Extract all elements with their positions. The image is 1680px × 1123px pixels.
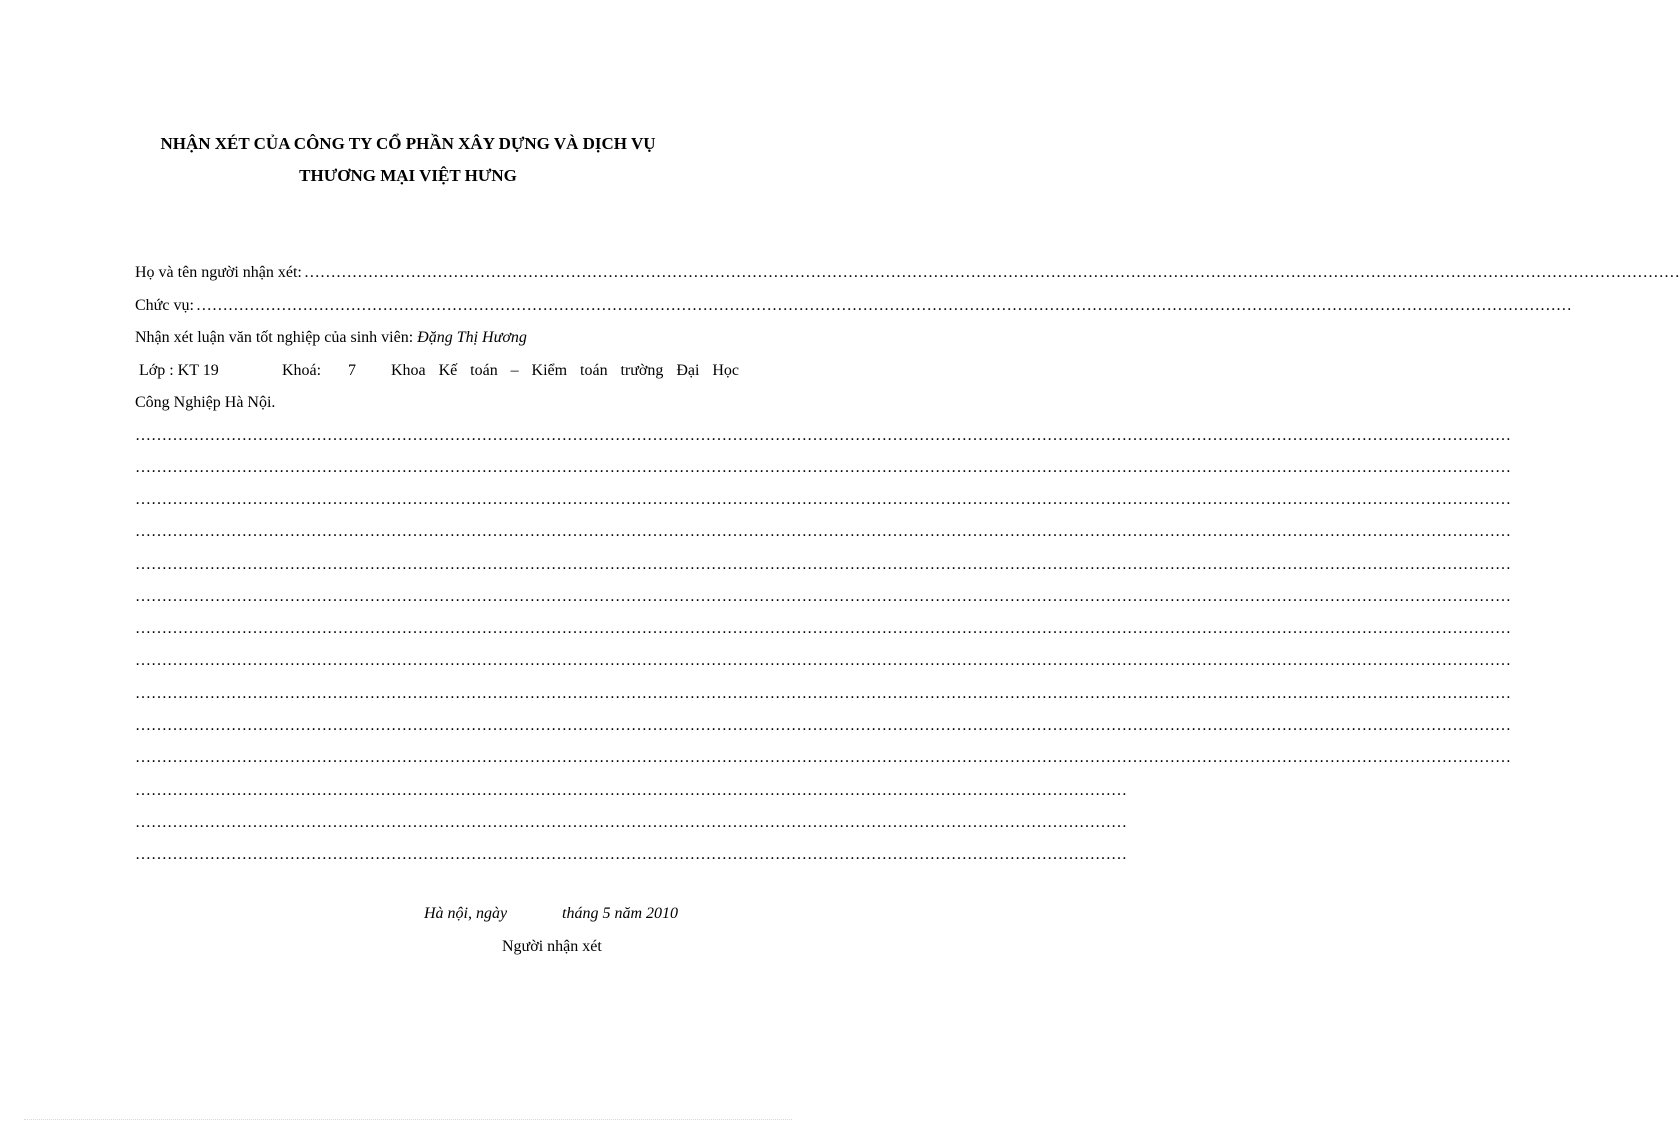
comment-line bbox=[135, 649, 1511, 673]
comment-line bbox=[135, 843, 1127, 867]
comment-dots: …………………………………………………………………………………………………………………………………………………………………………………………………………………………………… bbox=[135, 427, 1511, 444]
class-label: Lớp : KT 19 bbox=[139, 362, 219, 379]
faculty-text: Khoa Kế toán – Kiểm toán trường Đại Học bbox=[391, 362, 739, 379]
comment-dots: …………………………………………………………………………………………………………………………………………………………………………………………………………………………………… bbox=[135, 556, 1511, 573]
comment-line bbox=[135, 553, 1511, 577]
comment-line bbox=[135, 456, 1511, 480]
comment-line bbox=[135, 617, 1511, 641]
reviewer-name-label: Họ và tên người nhận xét: bbox=[135, 261, 304, 285]
thesis-line bbox=[135, 326, 735, 350]
comment-line bbox=[135, 488, 1511, 512]
comment-line bbox=[135, 585, 1511, 609]
comment-line bbox=[135, 779, 1127, 803]
comment-dots: …………………………………………………………………………………………………………………………………………………………………… bbox=[135, 846, 1127, 863]
document-title-line-1: NHẬN XÉT CỦA CÔNG TY CỔ PHẦN XÂY DỰNG VÀ DỊCH VỤ bbox=[160, 134, 656, 153]
course-value: 7 bbox=[348, 362, 356, 379]
position-line bbox=[135, 294, 1572, 318]
comment-line bbox=[135, 520, 1511, 544]
comment-line bbox=[135, 682, 1511, 706]
comment-line bbox=[135, 714, 1511, 738]
comment-line bbox=[135, 424, 1511, 448]
comment-dots: …………………………………………………………………………………………………………………………………………………………………………………………………………………………………… bbox=[135, 491, 1511, 508]
thesis-label: Nhận xét luận văn tốt nghiệp của sinh viên: bbox=[135, 329, 418, 346]
document-title-line-2: THƯƠNG MẠI VIỆT HƯNG bbox=[299, 166, 517, 185]
signature-month-year: tháng 5 năm 2010 bbox=[562, 905, 678, 922]
comment-dots: …………………………………………………………………………………………………………………………………………………………………… bbox=[135, 814, 1127, 831]
comment-dots: …………………………………………………………………………………………………………………………………………………………………………………………………………………………………… bbox=[135, 685, 1511, 702]
course-label: Khoá: bbox=[282, 362, 322, 379]
comment-dots: …………………………………………………………………………………………………………………………………………………………………………………………………………………………………… bbox=[135, 652, 1511, 669]
signer-label: Người nhận xét bbox=[502, 938, 602, 955]
comment-line bbox=[135, 811, 1127, 835]
class-line bbox=[135, 359, 739, 383]
comment-dots: …………………………………………………………………………………………………………………………………………………………………………………………………………………………………… bbox=[135, 523, 1511, 540]
comment-line bbox=[135, 746, 1511, 770]
university-line: Công Nghiệp Hà Nội. bbox=[135, 394, 276, 411]
comment-dots: …………………………………………………………………………………………………………………………………………………………………………………………………………………………………… bbox=[135, 749, 1511, 766]
student-name: Đặng Thị Hương bbox=[417, 329, 527, 346]
comment-dots: …………………………………………………………………………………………………………………………………………………………………………………………………………………………………… bbox=[135, 588, 1511, 605]
reviewer-name-dots: …………………………………………………………………………………………………………………………………………………………………………………………………………………………………… bbox=[303, 264, 1680, 281]
position-label: Chức vụ: bbox=[135, 294, 196, 318]
reviewer-name-line bbox=[135, 261, 1680, 285]
position-dots: …………………………………………………………………………………………………………………………………………………………………………………………………………………………………… bbox=[195, 297, 1572, 314]
comment-dots: …………………………………………………………………………………………………………………………………………………………………………………………………………………………………… bbox=[135, 620, 1511, 637]
comment-dots: …………………………………………………………………………………………………………………………………………………………………… bbox=[135, 782, 1127, 799]
comment-dots: …………………………………………………………………………………………………………………………………………………………………………………………………………………………………… bbox=[135, 717, 1511, 734]
comment-dots: …………………………………………………………………………………………………………………………………………………………………………………………………………………………………… bbox=[135, 459, 1511, 476]
page-footer-rule bbox=[24, 1119, 792, 1120]
signature-place-date: Hà nội, ngày bbox=[424, 905, 508, 922]
